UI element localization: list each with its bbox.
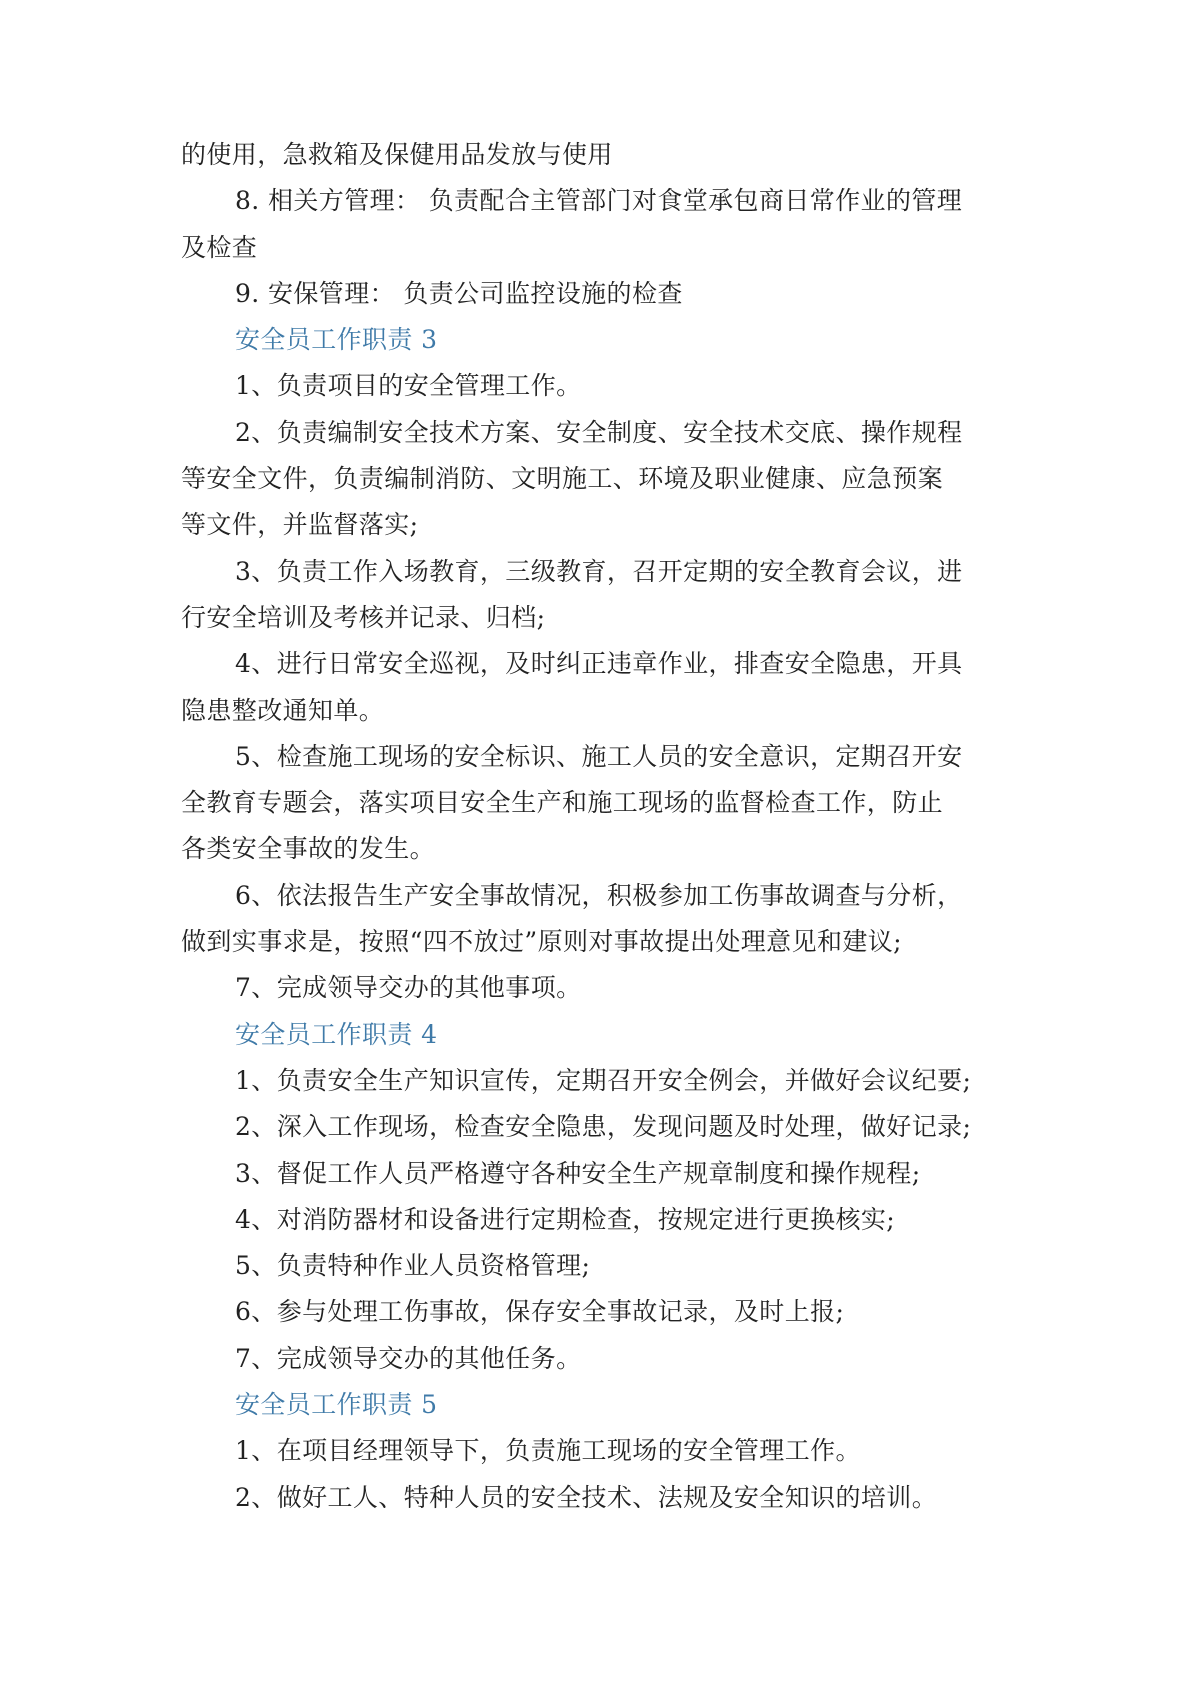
paragraph-line: 1、负责安全生产知识宣传，定期召开安全例会，并做好会议纪要; (235, 1065, 972, 1095)
paragraph-line: 6、依法报告生产安全事故情况，积极参加工伤事故调查与分析， (235, 880, 963, 910)
paragraph-line: 9. 安保管理： 负责公司监控设施的检查 (235, 278, 683, 308)
paragraph-line: 5、负责特种作业人员资格管理; (235, 1251, 591, 1281)
paragraph-line: 1、负责项目的安全管理工作。 (235, 371, 582, 401)
paragraph-line: 4、对消防器材和设备进行定期检查，按规定进行更换核实; (235, 1204, 896, 1234)
paragraph-line: 各类安全事故的发生。 (181, 834, 436, 864)
paragraph-line: 2、负责编制安全技术方案、安全制度、安全技术交底、操作规程 (235, 417, 963, 447)
paragraph-line: 等文件，并监督落实; (181, 510, 419, 540)
section-heading: 安全员工作职责 5 (235, 1390, 438, 1420)
paragraph-line: 等安全文件，负责编制消防、文明施工、环境及职业健康、应急预案 (181, 464, 944, 494)
section-heading: 安全员工作职责 3 (235, 325, 438, 355)
paragraph-line: 3、负责工作入场教育，三级教育，召开定期的安全教育会议，进 (235, 556, 963, 586)
paragraph-line: 1、在项目经理领导下，负责施工现场的安全管理工作。 (235, 1436, 861, 1466)
paragraph-line: 全教育专题会，落实项目安全生产和施工现场的监督检查工作，防止 (181, 788, 944, 818)
paragraph-line: 5、检查施工现场的安全标识、施工人员的安全意识，定期召开安 (235, 741, 963, 771)
paragraph-line: 的使用，急救箱及保健用品发放与使用 (181, 140, 613, 169)
paragraph-line: 隐患整改通知单。 (181, 695, 385, 725)
section-heading: 安全员工作职责 4 (235, 1019, 438, 1049)
paragraph-line: 7、完成领导交办的其他任务。 (235, 1343, 582, 1373)
document-page (181, 132, 1021, 1521)
paragraph-line: 7、完成领导交办的其他事项。 (235, 973, 582, 1003)
paragraph-line: 2、做好工人、特种人员的安全技术、法规及安全知识的培训。 (235, 1482, 938, 1512)
paragraph-line: 做到实事求是，按照“四不放过”原则对事故提出处理意见和建议; (181, 927, 902, 957)
paragraph-line: 3、督促工作人员严格遵守各种安全生产规章制度和操作规程; (235, 1158, 921, 1188)
paragraph-line: 8. 相关方管理： 负责配合主管部门对食堂承包商日常作业的管理 (235, 186, 963, 216)
paragraph-line: 行安全培训及考核并记录、归档; (181, 602, 546, 632)
paragraph-line: 及检查 (181, 232, 258, 262)
paragraph-line: 2、深入工作现场，检查安全隐患，发现问题及时处理，做好记录; (235, 1112, 972, 1142)
paragraph-line: 6、参与处理工伤事故，保存安全事故记录，及时上报; (235, 1297, 845, 1327)
paragraph-line: 4、进行日常安全巡视，及时纠正违章作业，排查安全隐患，开具 (235, 649, 963, 679)
